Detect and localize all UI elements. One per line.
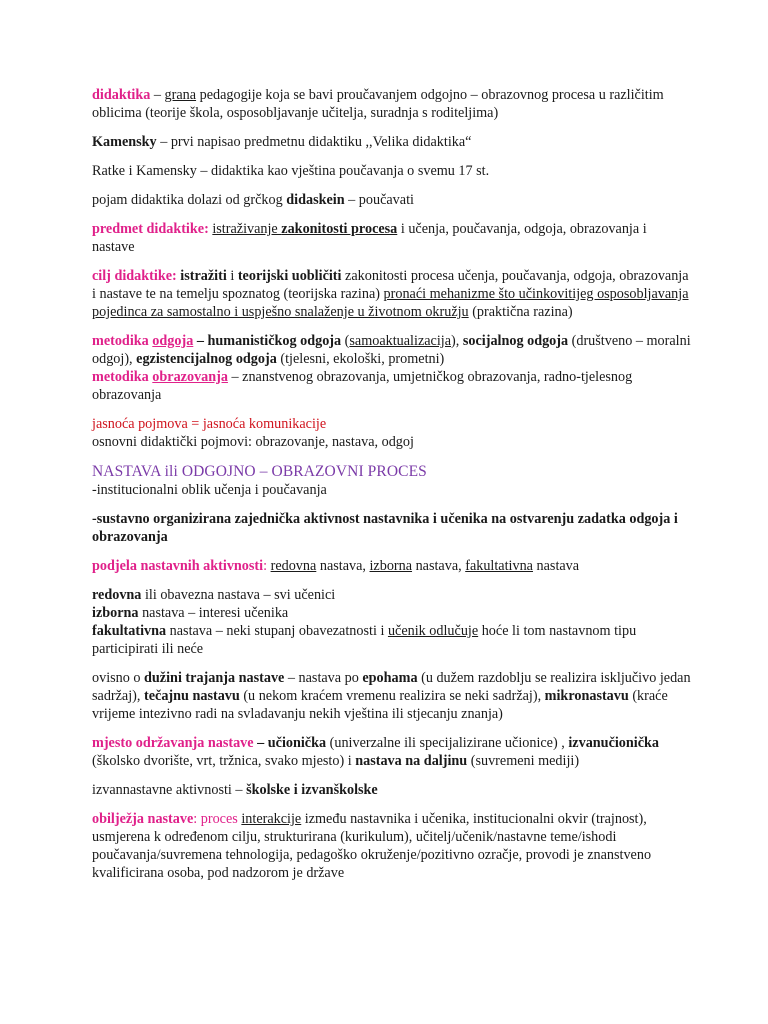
underlined-text: redovna — [270, 558, 317, 574]
text: : — [263, 558, 271, 574]
bold-text: fakultativna — [92, 623, 167, 639]
underlined-text: interakcije — [241, 811, 302, 827]
text: između nastavnika i učenika, institucionalni okvir (trajnost), usmjerena k određenom cilju, strukturirana (kurikulum), učitelj/učenik/nastavne teme/ishodi poučavanja/suvremena tehnologija, pedagoško okruženje/pozitivno ozračje, provodi je znanstveno kvalificirana osoba, pod nadzorom je države — [92, 811, 652, 881]
underlined-grana: grana — [164, 87, 197, 103]
text: (školsko dvorište, vrt, tržnica, svako mjesto) i — [92, 753, 356, 769]
text: -institucionalni oblik učenja i poučavanja — [92, 482, 327, 498]
underlined-bold-text: zakonitosti procesa — [281, 221, 398, 237]
text: – znanstvenog obrazovanja, umjetničkog obrazovanja, radno-tjelesnog obrazovanja — [92, 369, 633, 403]
section-heading: NASTAVA ili ODGOJNO – OBRAZOVNI PROCES — [92, 463, 427, 480]
text: – poučavati — [344, 192, 414, 208]
paragraph-predmet — [92, 220, 692, 256]
underlined-text: fakultativna — [465, 558, 533, 574]
text: – prvi napisao predmetnu didaktiku ,,Velika didaktika“ — [156, 134, 472, 150]
paragraph-trajanje — [92, 669, 692, 723]
text: (društveno – moralni odgoj), — [92, 333, 691, 367]
text: nastava — [532, 558, 580, 574]
term-mjesto: mjesto održavanja nastave — [92, 735, 254, 751]
paragraph-ratke: Ratke i Kamensky – didaktika kao vještina poučavanja o svemu 17 st. — [92, 163, 490, 179]
text: i učenja, poučavanja, odgoja, obrazovanja i nastave — [92, 221, 647, 255]
text: pojam didaktika dolazi od grčkog — [92, 192, 287, 208]
text: (kraće vrijeme intezivno radi na svladavanju nekih vještina ili stjecanju znanja) — [92, 688, 668, 722]
paragraph-cilj — [92, 267, 692, 321]
text: hoće li tom nastavnom tipu participirati ili neće — [92, 623, 637, 657]
bold-text: nastava na daljinu — [355, 753, 468, 769]
bold-text: školske i izvanškolske — [246, 782, 378, 798]
underlined-text: učenik odlučuje — [387, 623, 479, 639]
text: izvannastavne aktivnosti – — [92, 782, 247, 798]
term-didaskein: didaskein — [286, 192, 345, 208]
text: – — [253, 735, 268, 751]
term-podjela: podjela nastavnih aktivnosti — [92, 558, 264, 574]
term-odgoja: odgoja — [152, 333, 194, 349]
paragraph-didaktika — [92, 86, 692, 122]
text: (u nekom kraćem vremenu realizira se neki sadržaj), — [239, 688, 545, 704]
text: (tjelesni, ekološki, prometni) — [276, 351, 445, 367]
text: : proces — [193, 811, 242, 827]
bold-text: humanističkog odgoja — [207, 333, 342, 349]
bold-text: redovna — [92, 587, 142, 603]
term-metodika-obrazovanja: metodika — [92, 369, 153, 385]
text: zakonitosti procesa učenja, poučavanja, odgoja, obrazovanja i nastave te na temelju spoznatog (teorijska razina) — [92, 268, 689, 302]
text: (praktična razina) — [468, 304, 573, 320]
bold-text: istražiti — [180, 268, 227, 284]
paragraph-mjesto — [92, 734, 692, 770]
paragraph-obiljezja — [92, 810, 692, 882]
text: i — [226, 268, 238, 284]
bold-text: dužini trajanja nastave — [144, 670, 285, 686]
bold-text: epohama — [362, 670, 418, 686]
text: – — [150, 87, 165, 103]
text: nastava, — [316, 558, 370, 574]
text: nastava – interesi učenika — [138, 605, 289, 621]
paragraph-pojam — [92, 191, 692, 209]
bold-text: izvanučionička — [568, 735, 660, 751]
red-text: jasnoća pojmova = jasnoća komunikacije — [92, 416, 327, 432]
paragraph-kamensky — [92, 133, 692, 151]
paragraph-metodika — [92, 332, 692, 404]
bold-text: teorijski uobličiti — [237, 268, 342, 284]
text: (u dužem razdoblju se realizira isključivo jedan sadržaj), — [92, 670, 691, 704]
bold-text: učionička — [267, 735, 327, 751]
text: ( — [341, 333, 350, 349]
bold-text: egzistencijalnog odgoja — [136, 351, 277, 367]
paragraph-podjela — [92, 557, 692, 575]
bold-text: tečajnu nastavu — [144, 688, 240, 704]
text: (suvremeni mediji) — [467, 753, 580, 769]
bold-text: mikronastavu — [544, 688, 629, 704]
underlined-text: pronaći mehanizme što učinkovitijeg osposobljavanja pojedinca za samostalno i uspješno snalaženje u životnom okružju — [92, 286, 689, 320]
text: osnovni didaktički pojmovi: obrazovanje, nastava, odgoj — [92, 434, 414, 450]
term-didaktika: didaktika — [92, 87, 151, 103]
term-obrazovanja: obrazovanja — [152, 369, 228, 385]
document-page — [92, 86, 692, 882]
term-cilj: cilj didaktike: — [92, 268, 177, 284]
text: nastava – neki stupanj obavezatnosti i — [166, 623, 388, 639]
term-kamensky: Kamensky — [92, 134, 157, 150]
text: – nastava po — [284, 670, 363, 686]
text: – — [193, 333, 208, 349]
underlined-text: izborna — [369, 558, 413, 574]
paragraph-jasnoca — [92, 415, 692, 451]
bold-text: socijalnog odgoja — [462, 333, 569, 349]
underlined-text: samoaktualizacija — [349, 333, 452, 349]
paragraph-redovna — [92, 586, 692, 658]
text: ), — [451, 333, 463, 349]
bold-text: izborna — [92, 605, 139, 621]
paragraph-nastava — [92, 462, 692, 499]
text: ili obavezna nastava – svi učenici — [141, 587, 336, 603]
underlined-text: istraživanje — [212, 221, 282, 237]
paragraph-sustavno: -sustavno organizirana zajednička aktivnost nastavnika i učenika na ostvarenju zadatka odgoja i obrazovanja — [92, 511, 678, 545]
term-predmet: predmet didaktike: — [92, 221, 209, 237]
text: (univerzalne ili specijalizirane učionice) , — [326, 735, 569, 751]
text: ovisno o — [92, 670, 145, 686]
text: pedagogije koja se bavi proučavanjem odgojno – obrazovnog procesa u različitim oblicima (teorije škola, osposobljavanje učitelja, suradnja s roditeljima) — [92, 87, 664, 121]
text: nastava, — [412, 558, 466, 574]
term-metodika-odgoja: metodika — [92, 333, 153, 349]
term-obiljezja: obilježja nastave — [92, 811, 194, 827]
paragraph-izvannastavne — [92, 781, 692, 799]
